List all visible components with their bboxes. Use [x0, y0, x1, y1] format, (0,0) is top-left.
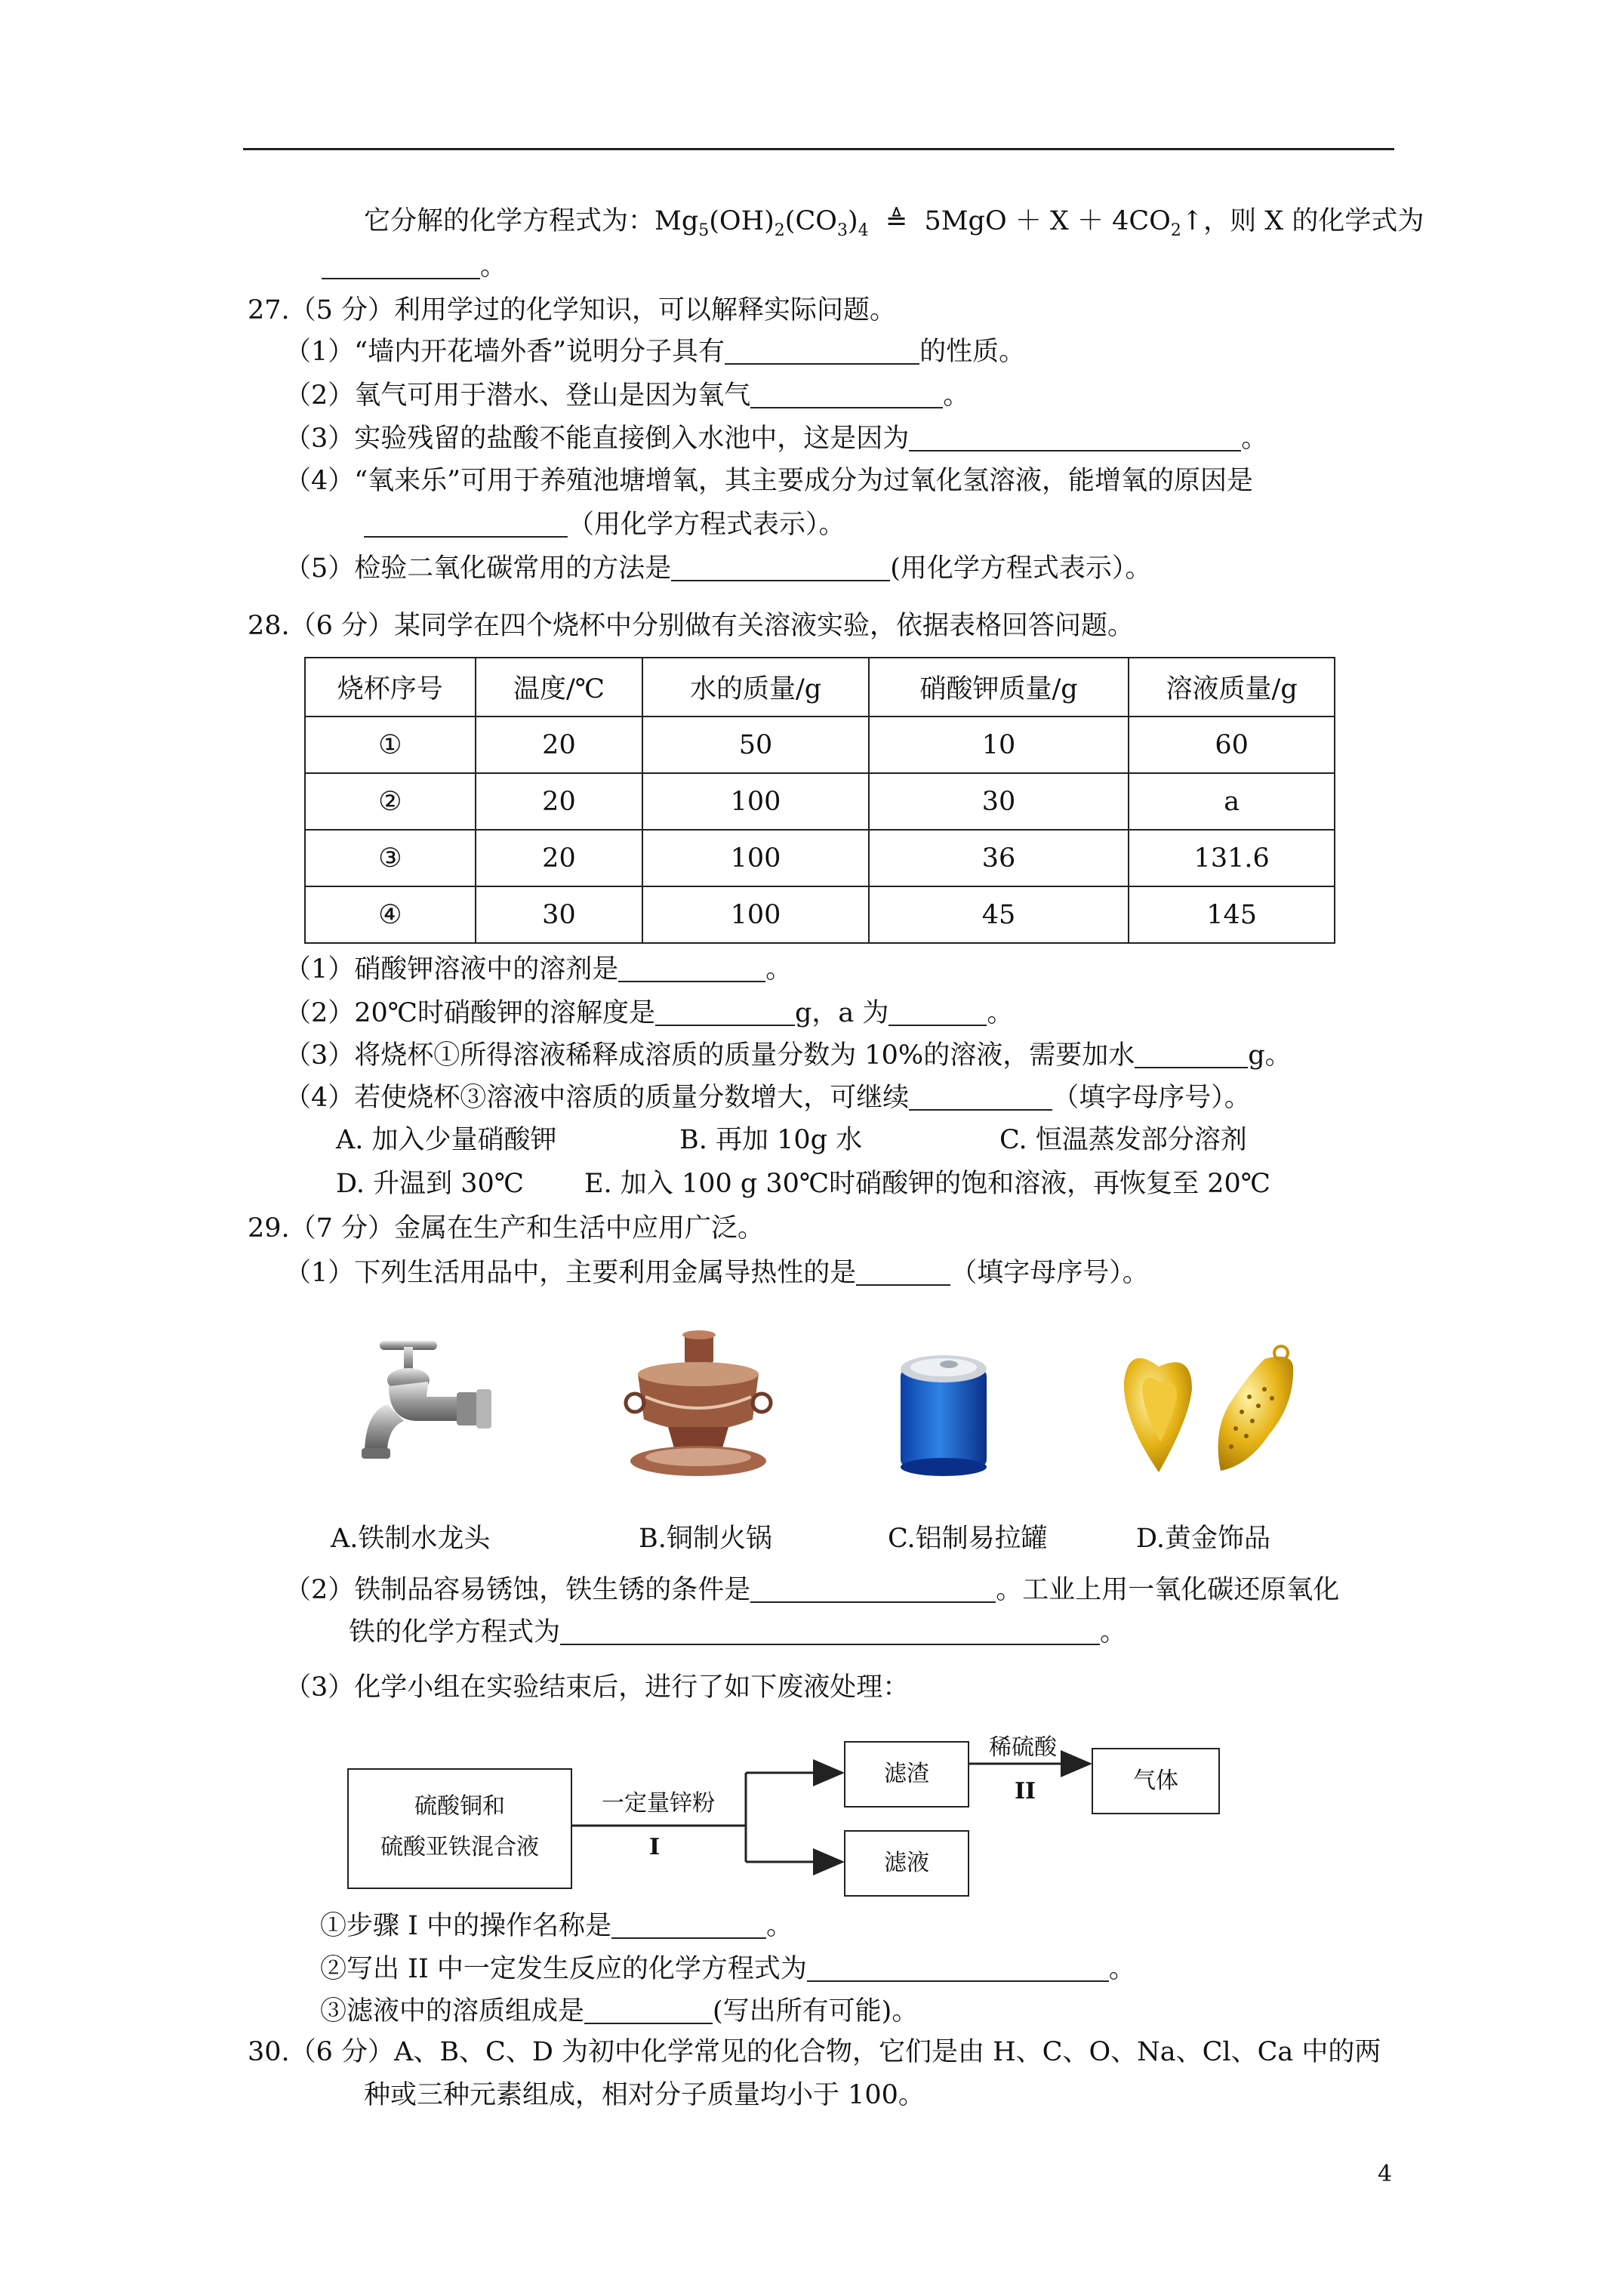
table-cell: 45: [869, 886, 1129, 943]
option-d: D. 升温到 30℃: [336, 1169, 524, 1199]
column-header: 烧杯序号: [305, 658, 476, 717]
table-cell: ③: [305, 830, 476, 886]
table-cell: 100: [642, 830, 869, 886]
filtrate-box: 滤液: [844, 1830, 969, 1897]
q30-line1: 30.（6 分）A、B、C、D 为初中化学常见的化合物，它们是由 H、C、O、Na、Cl、Ca 中的两: [248, 2037, 1381, 2067]
page-number: 4: [1378, 2161, 1393, 2187]
column-header: 水的质量/g: [642, 658, 869, 717]
q30-line2: 种或三种元素组成，相对分子质量均小于 100。: [364, 2080, 925, 2110]
caption-a: A.铁制水龙头: [331, 1524, 491, 1554]
q29-step3: ③滤液中的溶质组成是 (写出所有可能)。: [320, 1996, 919, 2026]
answer-blank: [611, 1912, 766, 1939]
q29-part2: （2）铁制品容易锈蚀，铁生锈的条件是 。工业上用一氧化碳还原氧化: [285, 1575, 1340, 1605]
q28-heading: 28.（6 分）某同学在四个烧杯中分别做有关溶液实验，依据表格回答问题。: [248, 611, 1135, 641]
option-e: E. 加入 100 g 30℃时硝酸钾的饱和溶液，再恢复至 20℃: [584, 1169, 1270, 1199]
reagent-acid-label: 稀硫酸: [989, 1734, 1057, 1761]
table-cell: 145: [1129, 886, 1335, 943]
table-cell: 30: [476, 886, 643, 943]
table-cell: 36: [869, 830, 1129, 886]
equation-answer: 。: [322, 249, 507, 284]
table-cell: a: [1129, 773, 1335, 830]
q29-heading: 29.（7 分）金属在生产和生活中应用广泛。: [248, 1213, 765, 1244]
table-cell: 131.6: [1129, 830, 1335, 886]
q29-step1: ①步骤 I 中的操作名称是 。: [320, 1911, 793, 1941]
q29-part1: （1）下列生活用品中，主要利用金属导热性的是 （填字母序号）。: [285, 1258, 1149, 1288]
step-1-label: I: [649, 1834, 661, 1860]
q28-part1: （1）硝酸钾溶液中的溶剂是 。: [285, 954, 793, 985]
q29-step2: ②写出 II 中一定发生反应的化学方程式为 。: [320, 1954, 1135, 1984]
mixed-solution-box: 硫酸铜和 硫酸亚铁混合液: [347, 1768, 572, 1889]
q27-part4: （4）“氧来乐”可用于养殖池塘增氧，其主要成分为过氧化氢溶液，能增氧的原因是: [285, 466, 1254, 496]
column-header: 溶液质量/g: [1129, 658, 1335, 717]
table-cell: ①: [305, 717, 476, 773]
option-b: B. 再加 10g 水: [679, 1125, 863, 1155]
table-cell: 10: [869, 717, 1129, 773]
table-cell: 60: [1129, 717, 1335, 773]
column-header: 硝酸钾质量/g: [869, 658, 1129, 717]
q28-part2: （2）20℃时硝酸钾的溶解度是 g，a 为 。: [285, 998, 1014, 1028]
table-cell: ④: [305, 886, 476, 943]
q27-part4-cont: （用化学方程式表示）。: [364, 507, 845, 542]
answer-blank: [584, 1997, 713, 2024]
answer-blank: [807, 1955, 1109, 1982]
table-cell: 30: [869, 773, 1129, 830]
option-c: C. 恒温蒸发部分溶剂: [999, 1125, 1247, 1155]
gas-box: 气体: [1092, 1748, 1220, 1814]
reagent-zinc-label: 一定量锌粉: [602, 1790, 715, 1817]
table-cell: 20: [476, 773, 643, 830]
table-cell: 50: [642, 717, 869, 773]
caption-b: B.铜制火锅: [639, 1524, 772, 1554]
q27-part3: （3）实验残留的盐酸不能直接倒入水池中，这是因为 。: [285, 424, 1268, 454]
q27-part1: （1）“墙内开花墙外香”说明分子具有 的性质。: [285, 337, 1026, 367]
q27-heading: 27.（5 分）利用学过的化学知识，可以解释实际问题。: [248, 295, 897, 325]
option-a: A. 加入少量硝酸钾: [336, 1125, 557, 1155]
residue-box: 滤渣: [844, 1741, 969, 1808]
table-cell: ②: [305, 773, 476, 830]
q28-part3: （3）将烧杯①所得溶液稀释成溶质的质量分数为 10%的溶液，需要加水 g。: [285, 1040, 1292, 1071]
caption-c: C.铝制易拉罐: [888, 1524, 1048, 1554]
q28-part4: （4）若使烧杯③溶液中溶质的质量分数增大，可继续 （填字母序号）。: [285, 1083, 1251, 1113]
table-cell: 20: [476, 717, 643, 773]
q29-part3: （3）化学小组在实验结束后，进行了如下废液处理：: [285, 1672, 910, 1703]
equation-line: 它分解的化学方程式为：$Mg_5(OH)_2(CO_3)_4$ ≜ $5MgO + X + 4CO_2↑$，则 X 的化学式为: [364, 206, 1424, 240]
q27-part5: （5）检验二氧化碳常用的方法是 (用化学方程式表示）。: [285, 553, 1152, 584]
q29-part2-cont: 铁的化学方程式为 。: [349, 1617, 1127, 1647]
table-cell: 20: [476, 830, 643, 886]
table-cell: 100: [642, 886, 869, 943]
column-header: 温度/℃: [476, 658, 643, 717]
caption-d: D.黄金饰品: [1136, 1524, 1270, 1554]
table-cell: 100: [642, 773, 869, 830]
q27-part2: （2）氧气可用于潜水、登山是因为氧气 。: [285, 381, 970, 411]
step-2-label: II: [1015, 1778, 1036, 1804]
